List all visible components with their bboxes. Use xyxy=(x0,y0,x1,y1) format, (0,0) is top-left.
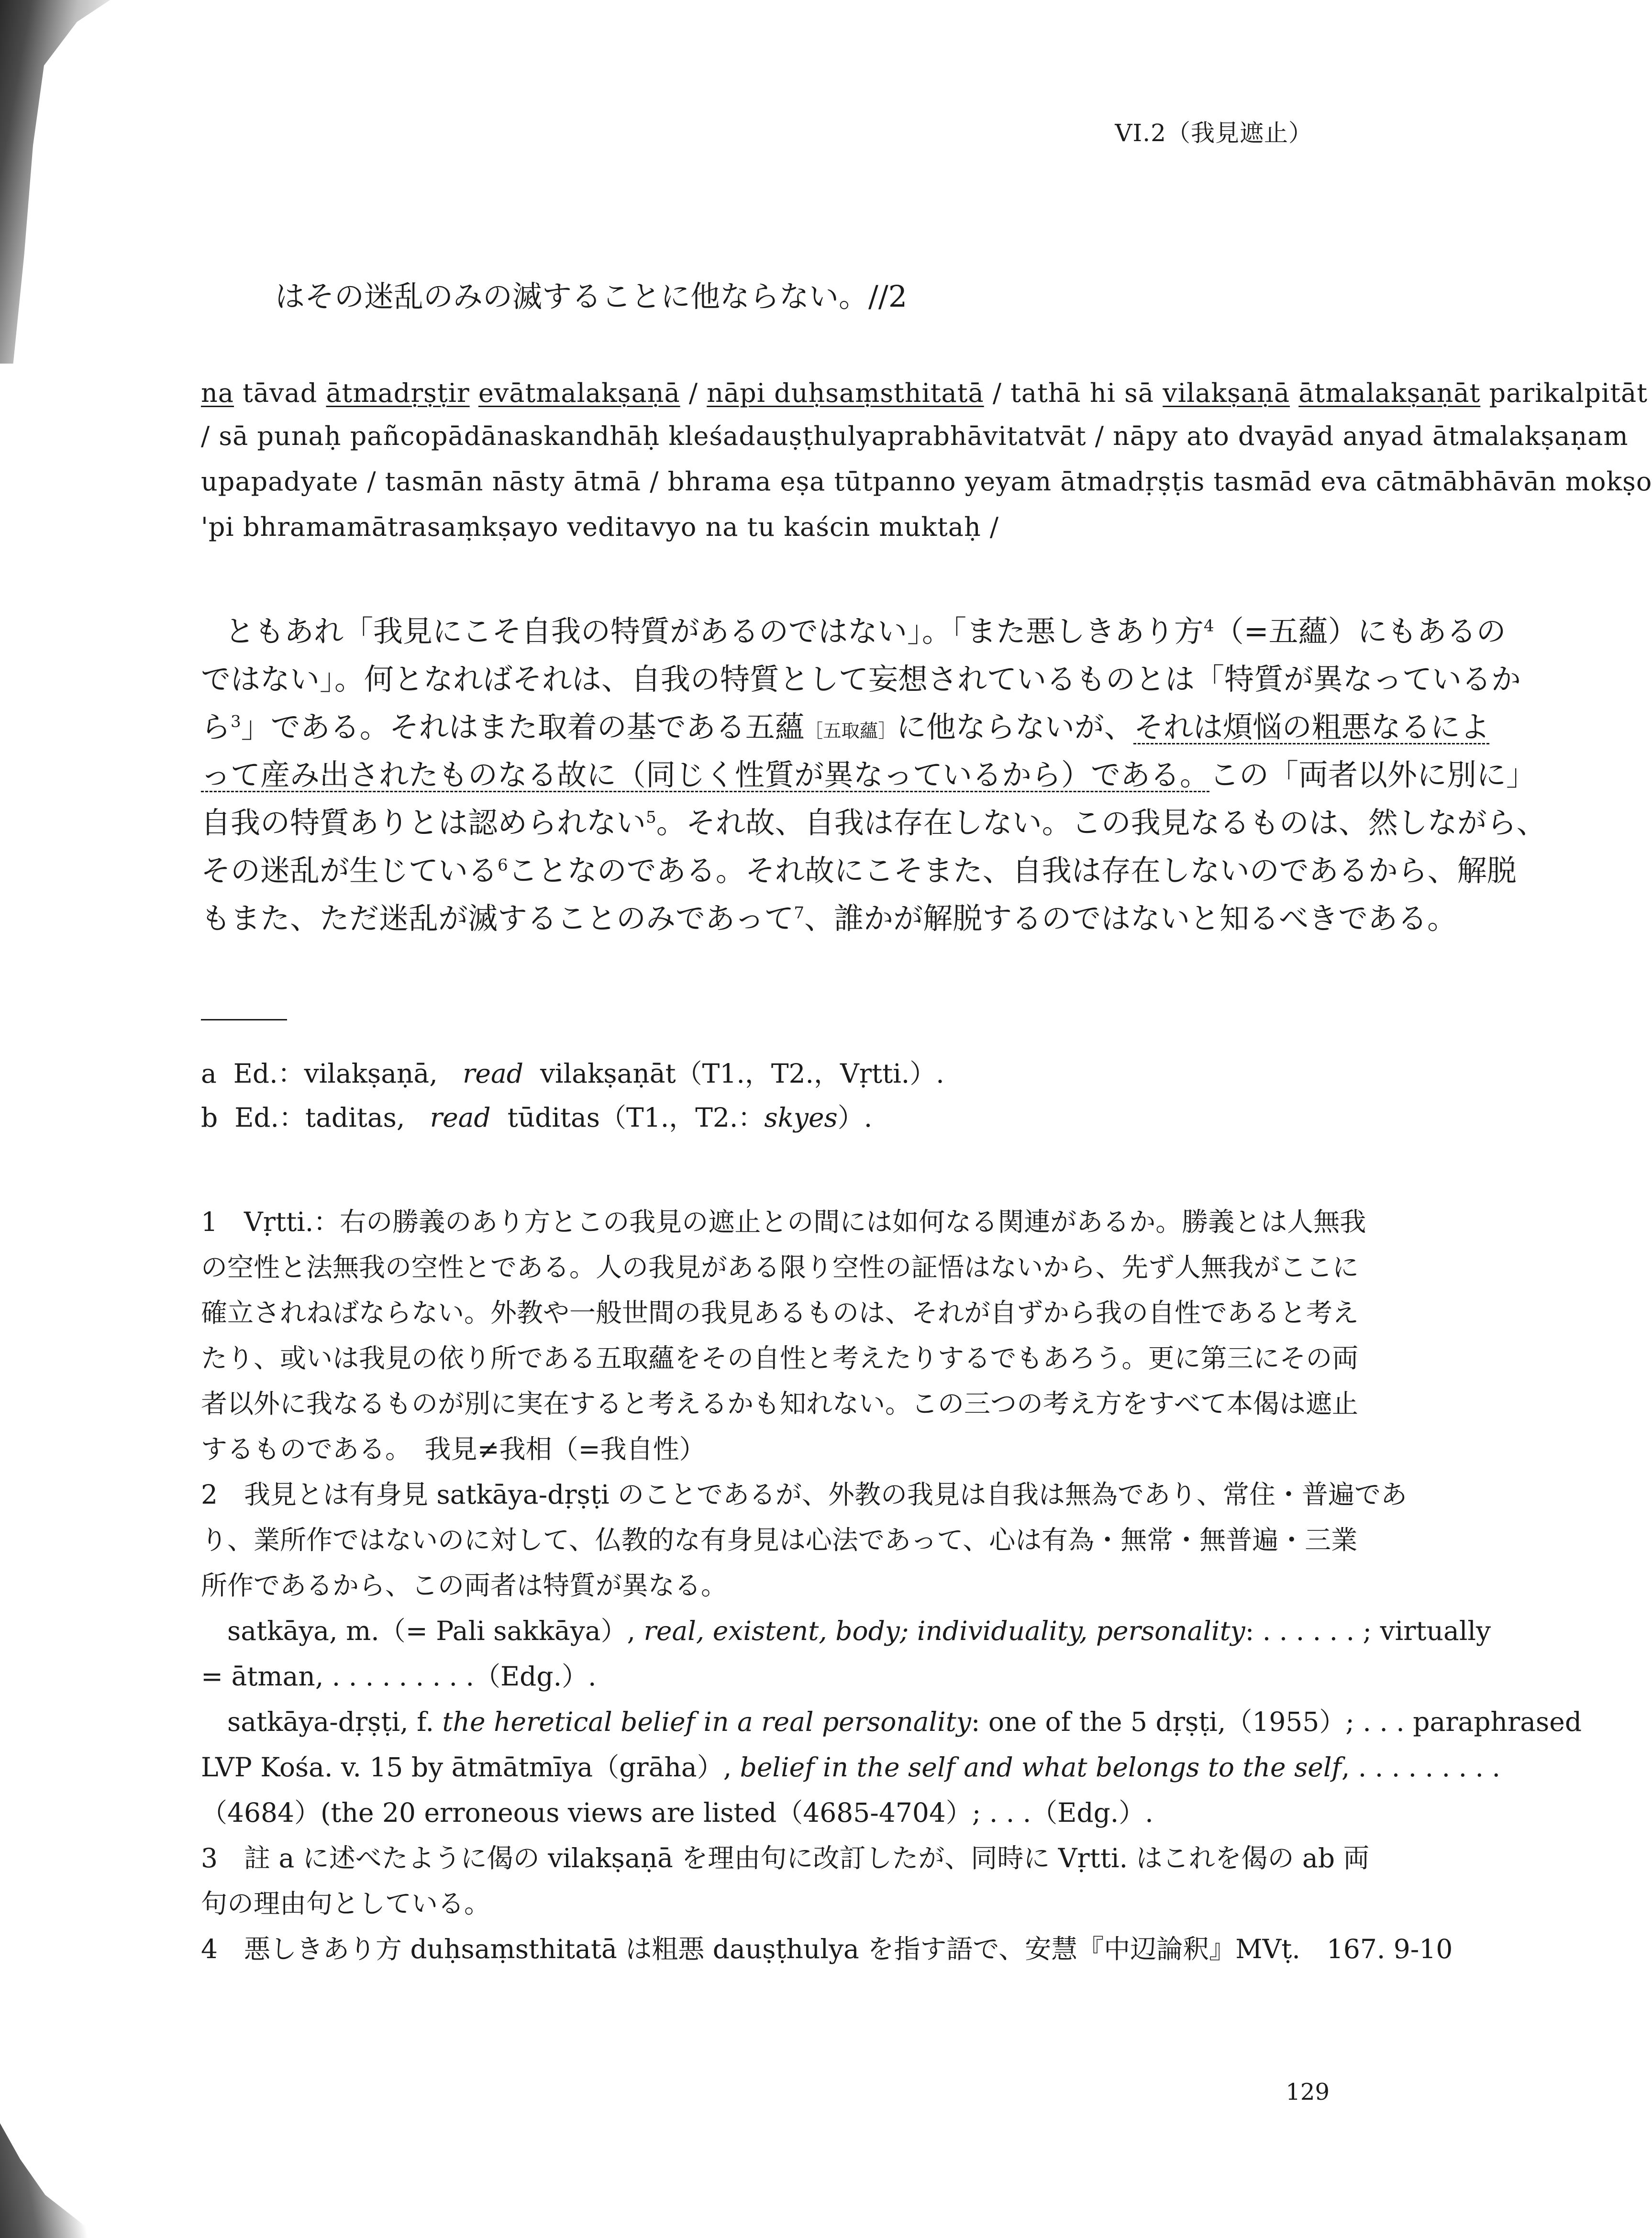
footnote-1-line-1: 1 Vṛtti.：右の勝義のあり方とこの我見の遮止との間には如何なる関連があるか。勝義とは人無我 xyxy=(201,1207,1366,1237)
footnote-2-drsti-line-1: satkāya-dṛṣṭi, f. the heretical belief in a real personality: one of the 5 dṛṣṭi,（1955）; . . . paraphrased xyxy=(227,1706,1582,1737)
translation-line-4: って産み出されたものなる故に（同じく性質が異なっているから）である。この「両者以外に別に」 xyxy=(201,757,1536,792)
sanskrit-line-2: / sā punaḥ pañcopādānaskandhāḥ kleśadauṣṭhulyaprabhāvitatvāt / nāpy ato dvayād anyad ātmalakṣaṇam xyxy=(201,421,1629,451)
running-header: VI.2（我見遮止） xyxy=(1115,119,1313,147)
sanskrit-line-3: upapadyate / tasmān nāsty ātmā / bhrama eṣa tūtpanno yeyam ātmadṛṣṭis tasmād eva cātmābhāvān mokṣo xyxy=(201,466,1652,497)
intro-line: はその迷乱のみの滅することに他ならない。//2 xyxy=(275,279,908,314)
translation-line-6: その迷乱が生じている$^6$ことなのである。それ故にこそまた、自我は存在しないのであるから、解脱 xyxy=(201,853,1517,888)
footnote-3-line-2: 句の理由句としている。 xyxy=(201,1888,491,1919)
page-number: 129 xyxy=(1286,2079,1330,2105)
textual-note-a: a Ed.：vilakṣaṇā, read vilakṣaṇāt（T1.，T2.，Vṛtti.）. xyxy=(201,1058,944,1089)
footnote-1-line-6: するものである。 我見≠我相（=我自性） xyxy=(201,1434,706,1464)
footnote-4-line-1: 4 悪しきあり方 duḥsaṃsthitatā は粗悪 dauṣṭhulya を指す語で、安慧『中辺論釈』MVṭ. 167. 9-10 xyxy=(201,1934,1453,1964)
translation-line-7: もまた、ただ迷乱が滅することのみであって$^7$、誰かが解脱するのではないと知るべきである。 xyxy=(201,901,1457,936)
footnote-1-line-2: の空性と法無我の空性とである。人の我見がある限り空性の証悟はないから、先ず人無我がここに xyxy=(201,1252,1359,1283)
translation-line-5: 自我の特質ありとは認められない$^5$。それ故、自我は存在しない。この我見なるものは、然しながら、 xyxy=(201,805,1546,840)
translation-line-3: ら$^3$」である。それはまた取着の基である五蘊［五取蘊］に他ならないが、それは煩悩の粗悪なるによ xyxy=(201,709,1490,744)
scan-shadow-top xyxy=(0,0,110,364)
scan-shadow-bottom xyxy=(0,2094,100,2238)
footnote-rule xyxy=(201,1019,287,1020)
translation-line-1: ともあれ「我見にこそ自我の特質があるのではない」。「また悪しきあり方$^4$（=五蘊）にもあるの xyxy=(225,614,1506,649)
footnote-1-line-3: 確立されねばならない。外教や一般世間の我見あるものは、それが自ずから我の自性であると考え xyxy=(201,1297,1359,1328)
footnote-1-line-4: たり、或いは我見の依り所である五取蘊をその自性と考えたりするでもあろう。更に第三にその両 xyxy=(201,1343,1359,1374)
footnote-3-line-1: 3 註 a に述べたように偈の vilakṣaṇā を理由句に改訂したが、同時に Vṛtti. はこれを偈の ab 両 xyxy=(201,1843,1370,1873)
footnote-2-line-1: 2 我見とは有身見 satkāya-dṛṣṭi のことであるが、外教の我見は自我は無為であり、常住・普遍であ xyxy=(201,1479,1408,1510)
footnote-2-line-2: り、業所作ではないのに対して、仏教的な有身見は心法であって、心は有為・無常・無普遍・三業 xyxy=(201,1525,1358,1555)
sanskrit-line-1: na tāvad ātmadṛṣṭir evātmalakṣaṇā / nāpi duḥsaṃsthitatā / tathā hi sā vilakṣaṇā ātmalakṣaṇāt parikalpitāt xyxy=(201,378,1648,408)
footnote-2-drsti-line-3: （4684）(the 20 erroneous views are listed（4685-4704）; . . .（Edg.）. xyxy=(201,1797,1153,1828)
sanskrit-line-4: 'pi bhramamātrasaṃkṣayo veditavyo na tu kaścin muktaḥ / xyxy=(201,512,999,542)
footnote-2-line-3: 所作であるから、この両者は特質が異なる。 xyxy=(201,1570,728,1601)
textual-note-b: b Ed.：taditas, read tūditas（T1.，T2.：skyes）. xyxy=(201,1102,873,1133)
footnote-2-drsti-line-2: LVP Kośa. v. 15 by ātmātmīya（grāha）, belief in the self and what belongs to the self, . . . . . . . . . xyxy=(201,1752,1500,1783)
translation-line-2: ではない」。何となればそれは、自我の特質として妄想されているものとは「特質が異なっているか xyxy=(201,662,1521,697)
footnote-1-line-5: 者以外に我なるものが別に実在すると考えるかも知れない。この三つの考え方をすべて本偈は遮止 xyxy=(201,1388,1358,1419)
footnote-2-satkaya-line-1: satkāya, m.（= Pali sakkāya）, real, existent, body; individuality, personality: . . . . . . ; virtually xyxy=(227,1616,1491,1646)
footnote-2-satkaya-line-2: = ātman, . . . . . . . . .（Edg.）. xyxy=(201,1661,597,1692)
